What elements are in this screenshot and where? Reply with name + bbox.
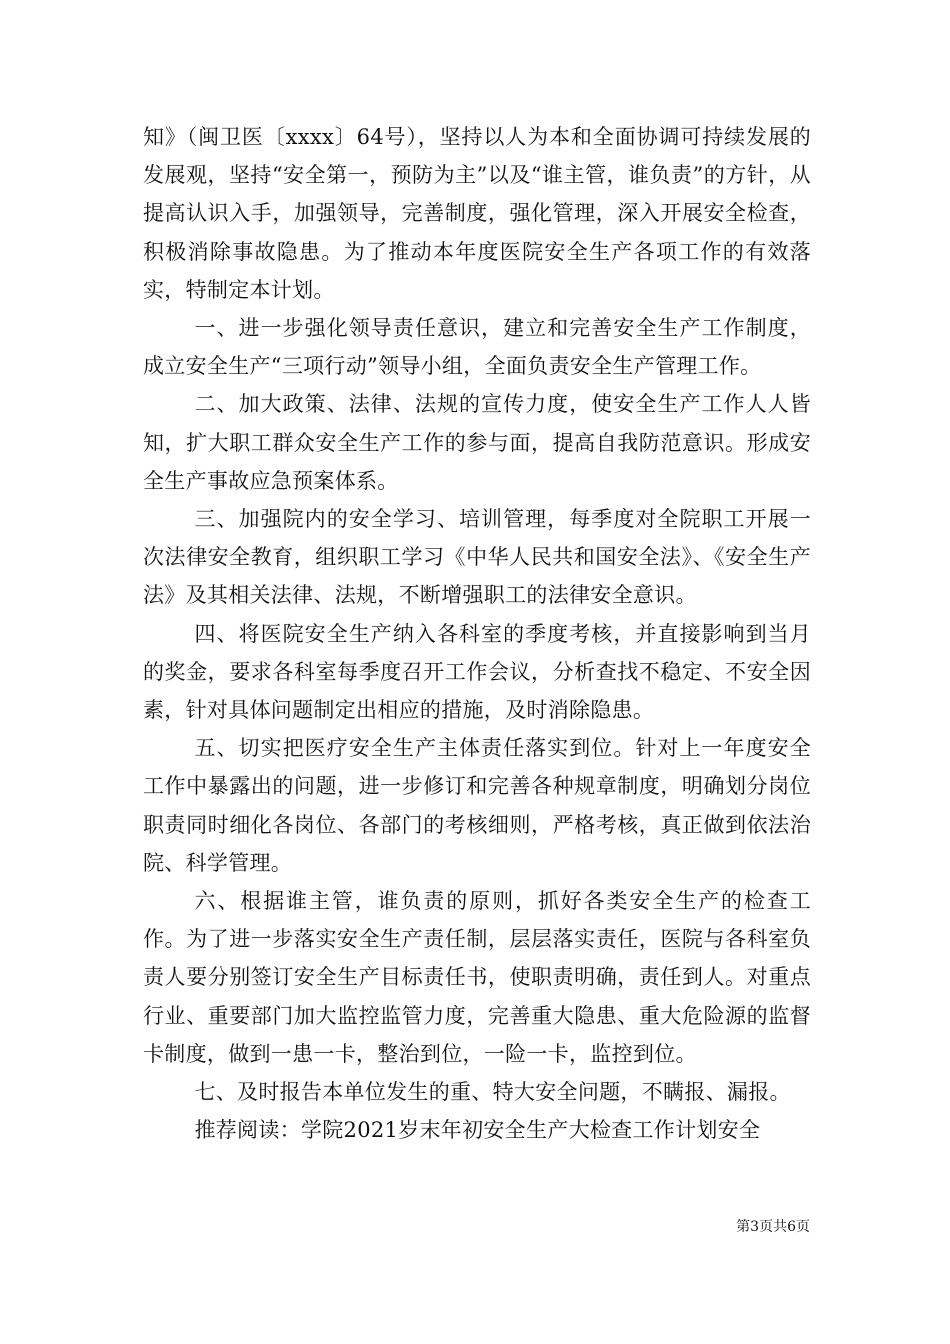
recommended-reading: 推荐阅读：学院2021岁末年初安全生产大检查工作计划安全	[194, 1118, 761, 1143]
paragraph-intro: 知》（闽卫医〔xxxx〕64号），坚持以人为本和全面协调可持续发展的发展观，坚持“安全第一，预防为主”以及“谁主管，谁负责”的方针，从提高认识入手，加强领导，完善制度，强化管理，深入开展安全检查，积极消除事故隐患。为了推动本年度医院安全生产各项工作的有效落实，特制定本计划。	[143, 125, 811, 302]
page-number-footer: 第3页共6页	[736, 1219, 810, 1235]
document-body	[143, 118, 811, 1149]
paragraph-item-7: 七、及时报告本单位发生的重、特大安全问题，不瞒报、漏报。	[194, 1080, 791, 1105]
paragraph-item-2: 二、加大政策、法律、法规的宣传力度，使安全生产工作人人皆知，扩大职工群众安全生产工作的参与面，提高自我防范意识。形成安全生产事故应急预案体系。	[143, 392, 811, 493]
paragraph-item-3: 三、加强院内的安全学习、培训管理，每季度对全院职工开展一次法律安全教育，组织职工学习《中华人民共和国安全法》、《安全生产法》及其相关法律、法规，不断增强职工的法律安全意识。	[143, 507, 811, 608]
paragraph-item-5: 五、切实把医疗安全生产主体责任落实到位。针对上一年度安全工作中暴露出的问题，进一步修订和完善各种规章制度，明确划分岗位职责同时细化各岗位、各部门的考核细则，严格考核，真正做到依法治院、科学管理。	[143, 736, 811, 875]
paragraph-item-6: 六、根据谁主管，谁负责的原则，抓好各类安全生产的检查工作。为了进一步落实安全生产责任制，层层落实责任，医院与各科室负责人要分别签订安全生产目标责任书，使职责明确，责任到人。对重点行业、重要部门加大监控监管力度，完善重大隐患、重大危险源的监督卡制度，做到一患一卡，整治到位，一险一卡，监控到位。	[143, 889, 811, 1066]
paragraph-item-1: 一、进一步强化领导责任意识，建立和完善安全生产工作制度，成立安全生产“三项行动”领导小组，全面负责安全生产管理工作。	[143, 316, 811, 379]
paragraph-item-4: 四、将医院安全生产纳入各科室的季度考核，并直接影响到当月的奖金，要求各科室每季度召开工作会议，分析查找不稳定、不安全因素，针对具体问题制定出相应的措施，及时消除隐患。	[143, 621, 811, 723]
